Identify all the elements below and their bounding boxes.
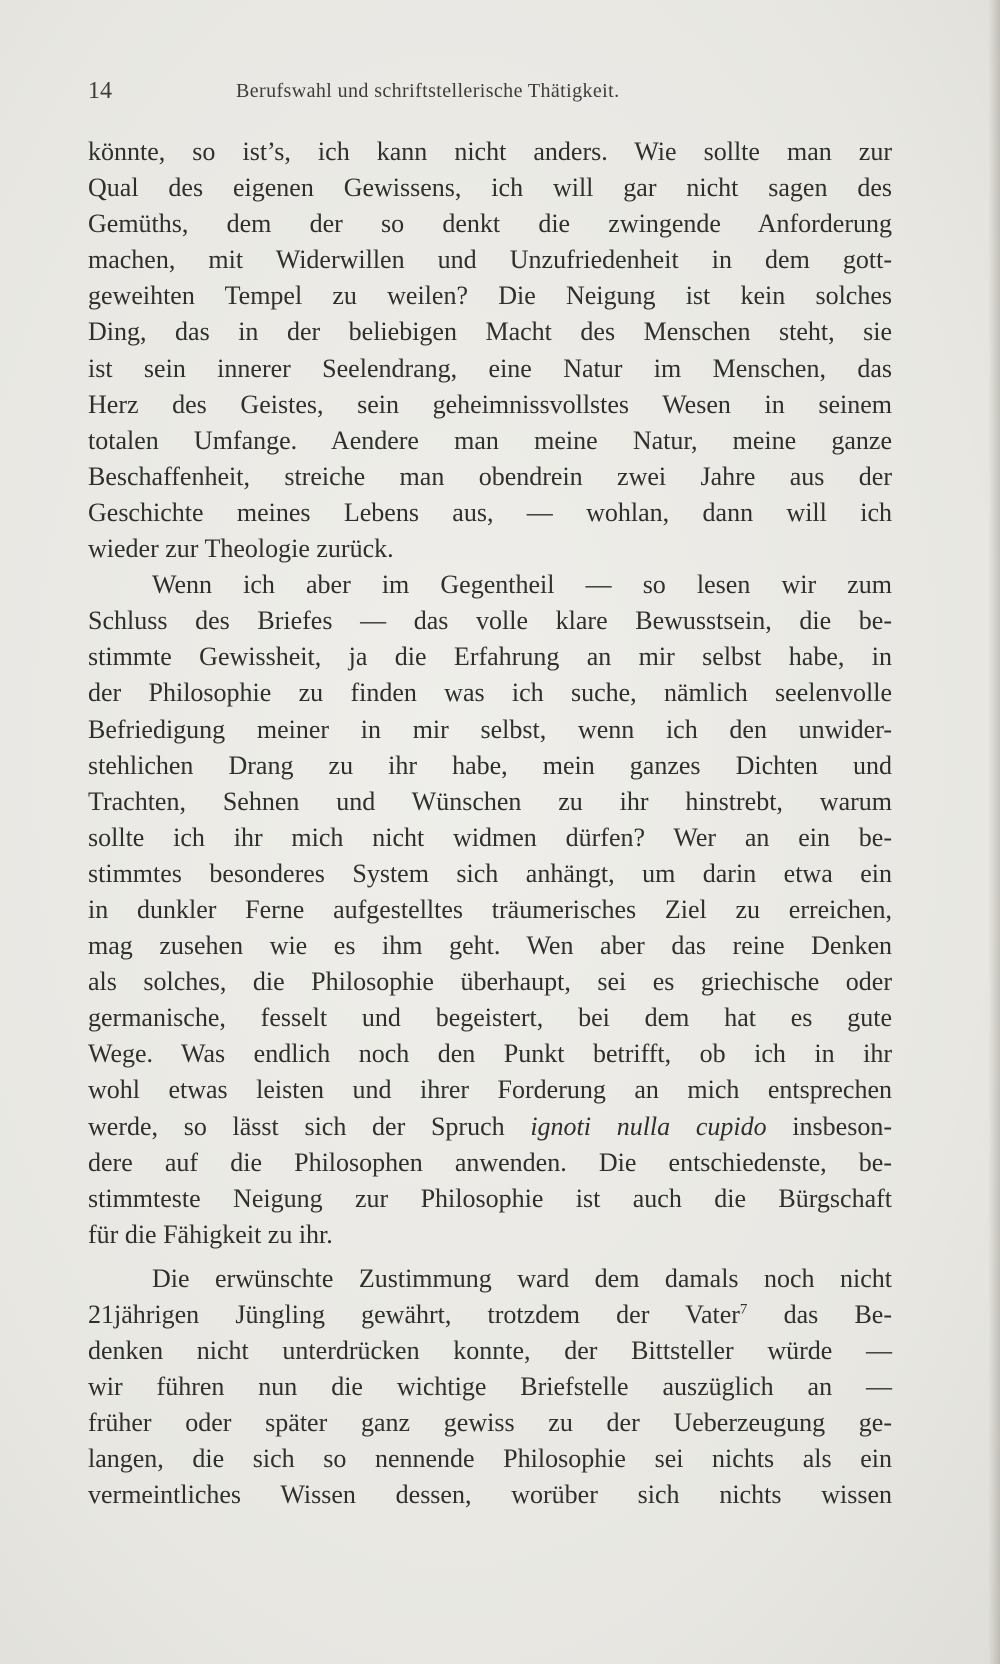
text-line: wir führen nun die wichtige Briefstelle auszüglich an — — [88, 1372, 892, 1402]
text-line: stimmte Gewissheit, ja die Erfahrung an mir selbst habe, in — [88, 642, 892, 672]
running-head — [88, 76, 898, 106]
text-line: stimmtes besonderes System sich anhängt, um darin etwa ein — [88, 858, 892, 888]
text-line: der Philosophie zu finden was ich suche, nämlich seelenvolle — [88, 678, 892, 708]
text-line: wieder zur Theologie zurück. — [88, 534, 394, 564]
text-line: Schluss des Briefes — das volle klare Bewusstsein, die be- — [88, 606, 892, 636]
text-line — [88, 1109, 892, 1145]
text-line: Wenn ich aber im Gegentheil — so lesen wir zum — [152, 570, 892, 600]
text-line: geweihten Tempel zu weilen? Die Neigung ist kein solches — [88, 281, 892, 311]
text-line: in dunkler Ferne aufgestelltes träumerisches Ziel zu erreichen, — [88, 894, 892, 924]
text-run: werde, so lässt sich der Spruch — [88, 1111, 531, 1141]
text-line: stehlichen Drang zu ihr habe, mein ganzes Dichten und — [88, 750, 892, 780]
text-line: könnte, so ist’s, ich kann nicht anders. Wie sollte man zur — [88, 137, 892, 166]
text-run: das Be- — [747, 1300, 892, 1329]
text-line: totalen Umfange. Aendere man meine Natur, meine ganze — [88, 425, 892, 455]
text-line: sollte ich ihr mich nicht widmen dürfen? Wer an ein be- — [88, 822, 892, 852]
text-line: Ding, das in der beliebigen Macht des Menschen steht, sie — [88, 317, 892, 347]
text-line: Qual des eigenen Gewissens, ich will gar nicht sagen des — [88, 173, 892, 203]
text-line: für die Fähigkeit zu ihr. — [88, 1219, 333, 1249]
text-line: Befriedigung meiner in mir selbst, wenn ich den unwider- — [88, 714, 892, 744]
text-line: wohl etwas leisten und ihrer Forderung an mich entsprechen — [88, 1075, 892, 1105]
text-line: vermeintliches Wissen dessen, worüber sich nichts wissen — [88, 1480, 892, 1510]
text-line: ist sein innerer Seelendrang, eine Natur im Menschen, das — [88, 353, 892, 383]
text-line: germanische, fesselt und begeistert, bei dem hat es gute — [88, 1003, 892, 1033]
text-line: mag zusehen wie es ihm geht. Wen aber das reine Denken — [88, 931, 892, 961]
text-line: stimmteste Neigung zur Philosophie ist auch die Bürgschaft — [88, 1183, 892, 1213]
page-number: 14 — [88, 78, 112, 104]
text-run: 21jährigen Jüngling gewährt, trotzdem der Vater — [88, 1300, 740, 1329]
text-line: als solches, die Philosophie überhaupt, sei es griechische oder — [88, 967, 892, 997]
text-line: Geschichte meines Lebens aus, — wohlan, dann will ich — [88, 497, 892, 527]
text-line: früher oder später ganz gewiss zu der Ueberzeugung ge- — [88, 1408, 892, 1438]
text-line: denken nicht unterdrücken konnte, der Bittsteller würde — — [88, 1336, 892, 1366]
text-line: dere auf die Philosophen anwenden. Die entschiedenste, be- — [88, 1147, 892, 1177]
text-line: machen, mit Widerwillen und Unzufriedenheit in dem gott- — [88, 245, 892, 275]
text-line: Herz des Geistes, sein geheimnissvollstes Wesen in seinem — [88, 389, 892, 419]
paragraph-gap — [88, 1253, 892, 1261]
page-edge-shadow — [988, 0, 1000, 1664]
text-line: Wege. Was endlich noch den Punkt betrifft, ob ich in ihr — [88, 1039, 892, 1069]
text-line: Beschaffenheit, streiche man obendrein zwei Jahre aus der — [88, 461, 892, 491]
text-run: insbeson- — [766, 1111, 892, 1141]
text-line: Gemüths, dem der so denkt die zwingende Anforderung — [88, 209, 892, 239]
text-line: Die erwünschte Zustimmung ward dem damals noch nicht — [152, 1263, 892, 1293]
running-head-title: Berufswahl und schriftstellerische Thätigkeit. — [236, 80, 620, 102]
text-line — [88, 1297, 892, 1333]
text-line: langen, die sich so nennende Philosophie sei nichts als ein — [88, 1444, 892, 1474]
footnote-marker[interactable]: 7 — [739, 1301, 748, 1318]
text-line: Trachten, Sehnen und Wünschen zu ihr hinstrebt, warum — [88, 786, 892, 816]
body-text — [88, 134, 892, 1514]
latin-quote: ignoti nulla cupido — [530, 1111, 767, 1141]
